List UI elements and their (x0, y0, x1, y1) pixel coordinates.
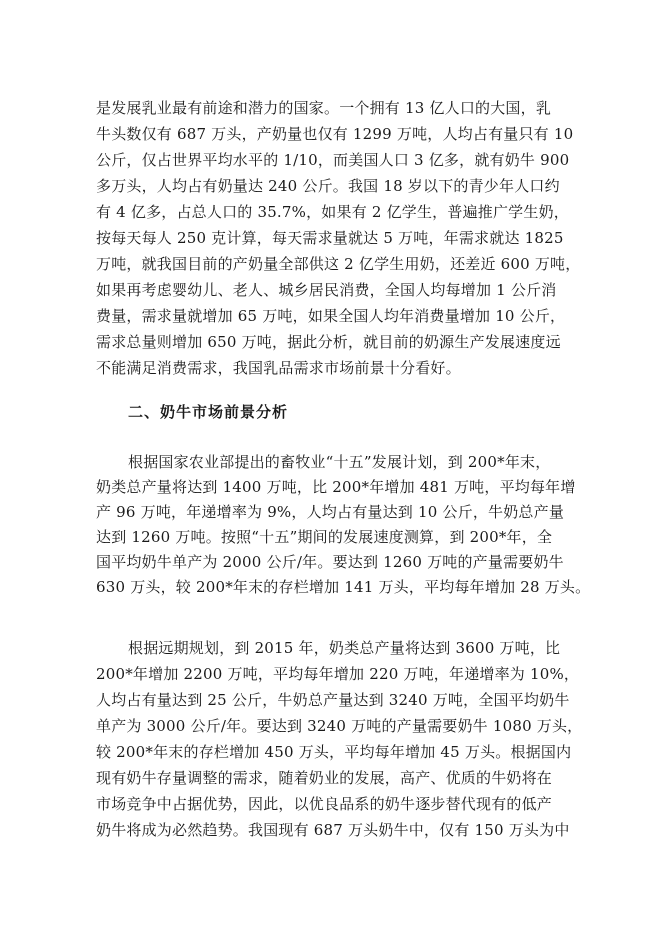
paragraph-3-line-5: 较 200*年末的存栏增加 450 万头，平均每年增加 45 万头。根据国内 (96, 743, 572, 761)
paragraph-1-line-8: 如果再考虑婴幼儿、老人、城乡居民消费，全国人均每增加 1 公斤消 (96, 281, 557, 299)
paragraph-3-line-2: 200*年增加 2200 万吨，平均每年增加 220 万吨，年递增率为 10%， (96, 665, 580, 683)
paragraph-1-line-3: 公斤，仅占世界平均水平的 1/10，而美国人口 3 亿多，就有奶牛 900 (96, 151, 570, 169)
paragraph-2-line-4: 达到 1260 万吨。按照“十五”期间的发展速度测算，到 200*年，全 (96, 528, 553, 546)
paragraph-1-line-10: 需求总量则增加 650 万吨，据此分析，就目前的奶源生产发展速度远 (96, 333, 561, 351)
paragraph-2-line-6: 630 万头，较 200*年末的存栏增加 141 万头，平均每年增加 28 万头。 (96, 578, 591, 596)
section-heading: 二、奶牛市场前景分析 (128, 403, 289, 421)
paragraph-3-line-4: 单产为 3000 公斤/年。要达到 3240 万吨的产量需要奶牛 1080 万头， (96, 717, 583, 735)
paragraph-1-line-11: 不能满足消费需求，我国乳品需求市场前景十分看好。 (96, 359, 461, 377)
paragraph-2-line-5: 国平均奶牛单产为 2000 公斤/年。要达到 1260 万吨的产量需要奶牛 (96, 553, 564, 571)
paragraph-1-line-4: 多万头，人均占有奶量达 240 公斤。我国 18 岁以下的青少年人口约 (96, 177, 560, 195)
paragraph-3-line-3: 人均占有量达到 25 公斤，牛奶总产量达到 3240 万吨，全国平均奶牛 (96, 691, 570, 709)
paragraph-1-line-7: 万吨，就我国目前的产奶量全部供这 2 亿学生用奶，还差近 600 万吨， (96, 255, 581, 273)
paragraph-2-line-1: 根据国家农业部提出的畜牧业“十五”发展计划，到 200*年末， (128, 453, 551, 471)
paragraph-3-line-7: 市场竞争中占据优势，因此，以优良品系的奶牛逐步替代现有的低产 (96, 795, 553, 813)
paragraph-3-line-1: 根据远期规划，到 2015 年，奶类总产量将达到 3600 万吨，比 (128, 639, 561, 657)
paragraph-1-line-6: 按每天每人 250 克计算，每天需求量就达 5 万吨，年需求就达 1825 (96, 229, 564, 247)
paragraph-2-line-3: 产 96 万吨，年递增率为 9%，人均占有量达到 10 公斤，牛奶总产量 (96, 503, 565, 521)
paragraph-1-line-5: 有 4 亿多，占总人口的 35.7%，如果有 2 亿学生，普遍推广学生奶， (96, 203, 569, 221)
paragraph-3-line-8: 奶牛将成为必然趋势。我国现有 687 万头奶牛中，仅有 150 万头为中 (96, 821, 570, 839)
paragraph-1-line-1: 是发展乳业最有前途和潜力的国家。一个拥有 13 亿人口的大国，乳 (96, 99, 552, 117)
paragraph-3-line-6: 现有奶牛存量调整的需求，随着奶业的发展，高产、优质的牛奶将在 (96, 769, 553, 787)
paragraph-2-line-2: 奶类总产量将达到 1400 万吨，比 200*年增加 481 万吨，平均每年增 (96, 478, 576, 496)
paragraph-1-line-2: 牛头数仅有 687 万头，产奶量也仅有 1299 万吨，人均占有量只有 10 (96, 125, 574, 143)
paragraph-1-line-9: 费量，需求量就增加 65 万吨，如果全国人均年消费量增加 10 公斤， (96, 307, 566, 325)
